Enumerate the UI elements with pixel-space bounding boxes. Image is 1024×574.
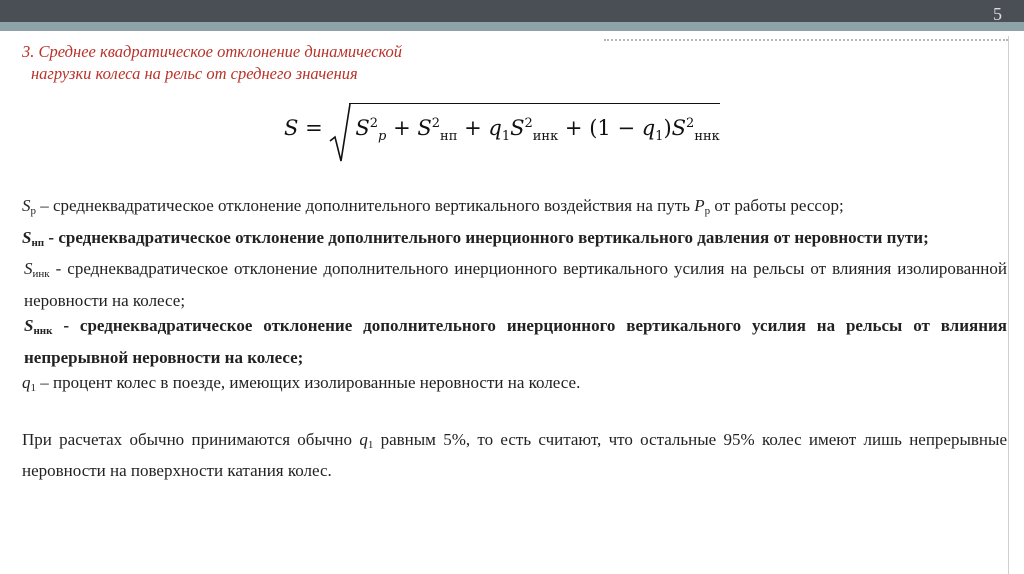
term-snp: $S^2_{нп}$ [417, 116, 458, 145]
definition-sp: $S_p$ – среднеквадратическое отклонение дополнительного вертикального воздействия на путь $P_р$ от работы рессор; [22, 196, 844, 217]
right-border [1008, 36, 1009, 574]
slide-title [22, 41, 582, 85]
term-q1: $q_1$ [488, 116, 511, 145]
term-paren: $(1 - q_1)$ [589, 116, 672, 145]
calculation-note: При расчетах обычно принимаются обычно $q_1$ равным 5%, то есть считают, что остальные 95% колес имеют лишь непрерывные неровности на поверхности катания колес. [22, 429, 1007, 480]
spacer [22, 402, 1007, 427]
plus-3: + [564, 116, 583, 140]
top-stripe [0, 22, 1024, 31]
formula [284, 103, 724, 148]
term-snnk: $S^2_{ннк}$ [671, 116, 720, 145]
top-bar [0, 0, 1024, 22]
definition-snp: $S_{нп}$ - среднеквадратическое отклонение дополнительного инерционного вертикального давления от неровности пути; [22, 227, 929, 249]
definition-q1: $q_1$ – процент колес в поезде, имеющих изолированные неровности на колесе. [22, 373, 581, 394]
plus-1: + [393, 116, 411, 140]
formula-equals: = [305, 116, 323, 140]
term-sp: $S^2_p$ [355, 116, 387, 145]
radicand [349, 103, 719, 148]
dotted-divider [604, 39, 1008, 41]
definition-sink: $S_{инк}$ - среднеквадратическое отклонение дополнительного инерционного вертикального усилия на рельсы от влияния изолированной неровности на колесе; [24, 259, 1007, 310]
page-number: 5 [993, 4, 1002, 24]
plus-2: + [464, 116, 482, 140]
title-line-2: нагрузки колеса на рельс от среднего значения [31, 64, 358, 83]
title-line-1: 3. Среднее квадратическое отклонение динамической [22, 42, 403, 61]
definition-snnk: $S_{ннк}$ - среднеквадратическое отклонение дополнительного инерционного вертикального усилия на рельсы от влияния непрерывной неровности на колесе; [24, 316, 1007, 367]
radical [329, 103, 723, 148]
formula-lhs: S [284, 116, 299, 140]
definitions [22, 193, 1007, 484]
radical-sign [329, 103, 351, 165]
term-sink: $S^2_{инк}$ [510, 116, 559, 145]
